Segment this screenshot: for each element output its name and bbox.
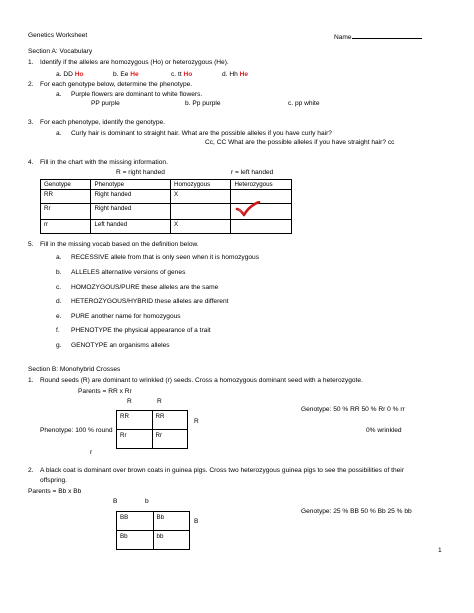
q4-key-right-handed: R = right handed (116, 169, 165, 176)
chart-cell[interactable]: X (171, 220, 231, 234)
b-q1-allele-top-left: R (127, 398, 132, 405)
q5-item-c: HOMOZYGOUS/PURE these alleles are the same (71, 284, 219, 291)
q5-letter-e: e. (56, 313, 62, 320)
page-number: 1 (438, 547, 442, 554)
chart-row (41, 204, 292, 220)
q4-key-left-handed: r = left handed (231, 169, 274, 176)
b-q1-parents: Parents = RR x Rr (78, 388, 132, 395)
b-q2-allele-side-top: B (194, 518, 199, 525)
q2-answer-b: b. Pp purple (185, 100, 221, 107)
chart-cell[interactable]: Right handed (91, 204, 171, 220)
q5-item-e: PURE another name for homozygous (71, 313, 181, 320)
chart-cell[interactable] (171, 204, 231, 220)
section-b-title: Section B: Monohybrid Crosses (28, 366, 121, 373)
q5-item-a: RECESSIVE allele from that is only seen when it is homozygous (71, 254, 260, 261)
chart-row (41, 220, 292, 234)
b-q1-number: 1. (28, 377, 34, 384)
answer-text: Ho (183, 71, 193, 78)
section-a-title: Section A: Vocabulary (28, 48, 93, 55)
name-field[interactable] (334, 32, 422, 42)
chart-cell[interactable]: RR (41, 190, 91, 204)
q5-letter-d: d. (56, 298, 62, 305)
b-q2-genotype: Genotype: 25 % BB 50 % Bb 25 % bb (301, 508, 412, 515)
chart-cell[interactable]: Rr (41, 204, 91, 220)
q2-subtext: Purple flowers are dominant to white flowers. (71, 91, 203, 98)
q2-sub-letter: a. (56, 91, 62, 98)
red-checkmark-icon (235, 201, 261, 217)
q5-item-d: HETEROZYGOUS/HYBRID these alleles are different (71, 298, 229, 305)
punnett-square-2 (116, 511, 190, 550)
q5-letter-c: c. (56, 284, 62, 291)
q1-text: Identify if the alleles are homozygous (Ho) or heterozygous (He). (40, 59, 229, 66)
q3-subtext: Curly hair is dominant to straight hair. What are the possible alleles if you have curly hair? (71, 130, 332, 137)
punnett-cell[interactable]: bb (153, 531, 189, 550)
q3-text: For each phenotype, identify the genotype. (40, 119, 166, 126)
chart-cell[interactable]: Left handed (91, 220, 171, 234)
q3-line2: Cc, CC What are the possible alleles if you have straight hair? cc (205, 139, 395, 146)
chart-cell[interactable]: Right handed (91, 190, 171, 204)
q5-item-f: PHENOTYPE the physical appearance of a trait (71, 327, 211, 334)
b-q2-text-2: offspring. (40, 477, 68, 484)
answer-text: Ho (74, 71, 84, 78)
chart-cell[interactable]: X (171, 190, 231, 204)
q4-text: Fill in the chart with the missing information. (40, 159, 168, 166)
punnett-row (117, 430, 188, 449)
q5-item-g: GENOTYPE an organisms alleles (71, 342, 170, 349)
b-q1-phenotype: Phenotype: 100 % round (40, 427, 113, 434)
q4-number: 4. (28, 159, 34, 166)
b-q2-number: 2. (28, 467, 34, 474)
chart-header-cell: Homozygous (171, 180, 231, 190)
name-blank-line (352, 32, 422, 39)
q5-letter-f: f. (56, 327, 60, 334)
punnett-row (117, 512, 190, 531)
b-q2-text: A black coat is dominant over brown coats in guinea pigs. Cross two heterozygous guinea pigs to see the possibilities of their (40, 467, 404, 474)
punnett-cell[interactable]: Bb (117, 531, 154, 550)
q5-item-b: ALLELES alternative versions of genes (71, 269, 186, 276)
punnett-cell[interactable]: BB (117, 512, 154, 531)
b-q1-allele-side-top: R (194, 418, 199, 425)
punnett-cell[interactable]: RR (152, 411, 188, 430)
punnett-row (117, 531, 190, 550)
q5-number: 5. (28, 241, 34, 248)
chart-cell[interactable] (231, 220, 292, 234)
chart-cell[interactable]: rr (41, 220, 91, 234)
q1-item-d: d. Hh He (222, 71, 249, 78)
chart-cell[interactable] (231, 204, 292, 220)
q3-number: 3. (28, 119, 34, 126)
punnett-cell[interactable]: Rr (152, 430, 188, 449)
chart-header-cell: Heterozygous (231, 180, 292, 190)
q3-sub-letter: a. (56, 130, 62, 137)
chart-header-cell: Phenotype (91, 180, 171, 190)
q1-item-b: b. Ee He (113, 71, 139, 78)
q2-number: 2. (28, 81, 34, 88)
chart-header-row (41, 180, 292, 190)
answer-text: He (130, 71, 139, 78)
phenotype-chart (40, 179, 292, 234)
b-q1-allele-top-right: R (157, 398, 162, 405)
q5-letter-g: g. (56, 342, 62, 349)
q5-text: Fill in the missing vocab based on the definition below. (40, 241, 199, 248)
q2-answer-a: PP purple (91, 100, 120, 107)
q5-letter-a: a. (56, 254, 62, 261)
b-q2-allele-top-left: B (113, 498, 118, 505)
name-label: Name (334, 34, 352, 41)
answer-text: He (239, 71, 249, 78)
q5-letter-b: b. (56, 269, 62, 276)
b-q1-wrinkled: 0% wrinkled (366, 427, 402, 434)
q1-item-a: a. DD Ho (56, 71, 84, 78)
punnett-cell[interactable]: Bb (153, 512, 189, 531)
punnett-square-1 (116, 410, 188, 449)
q1-item-c: c. tt Ho (171, 71, 193, 78)
b-q2-allele-top-right: b (145, 498, 149, 505)
q2-answer-c: c. pp white (288, 100, 320, 107)
q1-number: 1. (28, 59, 34, 66)
b-q2-parents: Parents = Bb x Bb (28, 488, 82, 495)
punnett-cell[interactable]: Rr (117, 430, 153, 449)
punnett-row (117, 411, 188, 430)
worksheet-title: Genetics Worksheet (28, 32, 88, 39)
b-q1-genotype: Genotype: 50 % RR 50 % Rr 0 % rr (301, 406, 405, 413)
punnett-cell[interactable]: RR (117, 411, 153, 430)
b-q1-text: Round seeds (R) are dominant to wrinkled (r) seeds. Cross a homozygous dominant seed with a heterozygote. (40, 377, 363, 384)
chart-header-cell: Genotype (41, 180, 91, 190)
b-q1-allele-side-bottom: r (90, 449, 93, 456)
q2-text: For each genotype below, determine the phenotype. (40, 81, 193, 88)
